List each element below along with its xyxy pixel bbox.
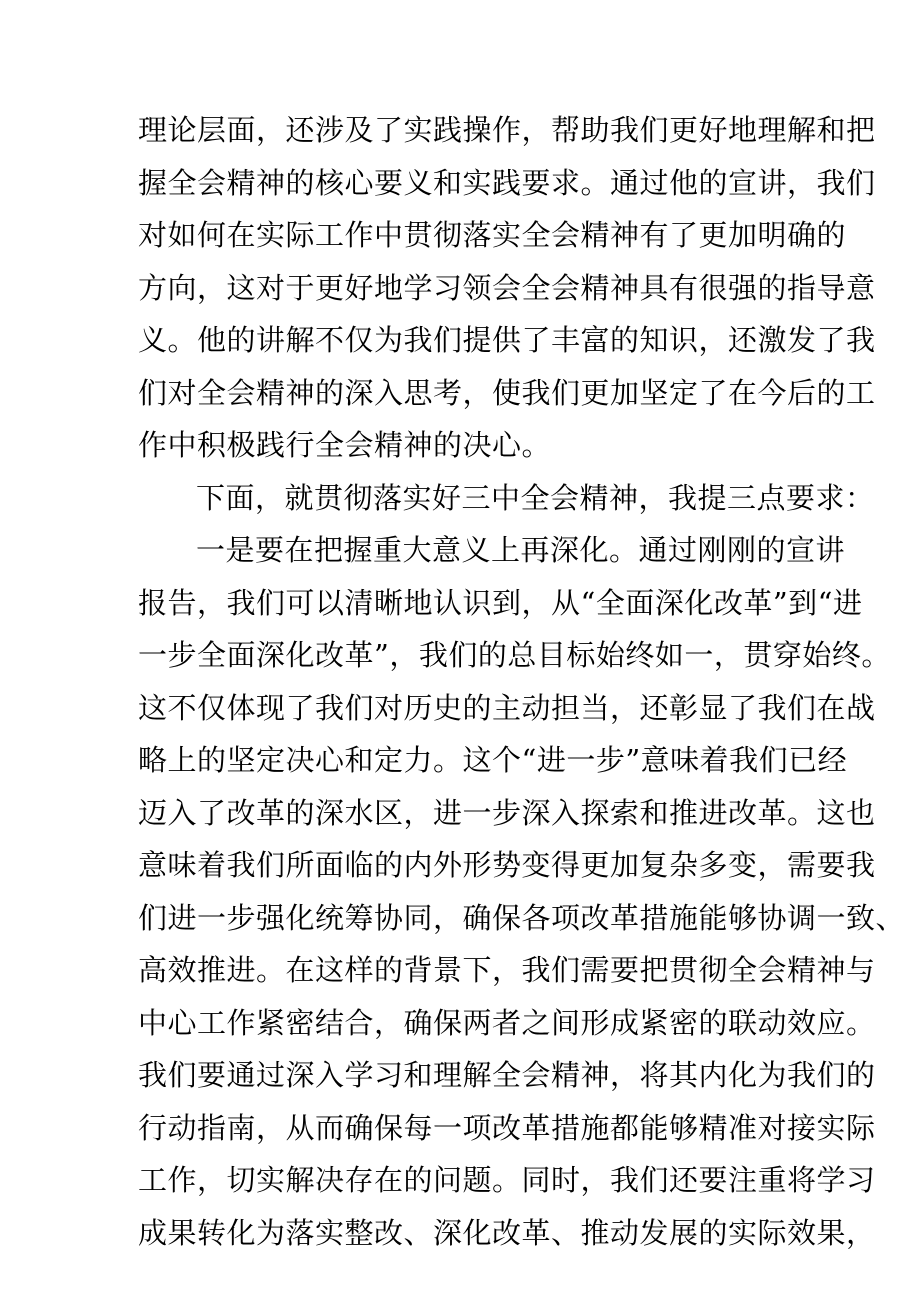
paragraph-line: 我们要通过深入学习和理解全会精神，将其内化为我们的 [138,1058,876,1092]
paragraph-line: 一步全面深化改革”，我们的总目标始终如一，贯穿始终。 [138,638,891,672]
paragraph-line: 理论层面，还涉及了实践操作，帮助我们更好地理解和把 [138,113,876,147]
paragraph-line: 这不仅体现了我们对历史的主动担当，还彰显了我们在战 [138,690,876,725]
paragraph-line: 迈入了改革的深水区，进一步深入探索和推进改革。这也 [138,795,876,830]
paragraph-line: 成果转化为落实整改、深化改革、推动发展的实际效果， [138,1215,876,1250]
paragraph-line: 行动指南，从而确保每一项改革措施都能够精准对接实际 [138,1110,876,1145]
paragraph-line: 报告，我们可以清晰地认识到，从“全面深化改革”到“进 [138,585,863,620]
paragraph-line: 意味着我们所面临的内外形势变得更加复杂多变，需要我 [138,848,876,882]
paragraph-line: 方向，这对于更好地学习领会全会精神具有很强的指导意 [138,270,876,305]
paragraph-line-indented: 下面，就贯彻落实好三中全会精神，我提三点要求： [196,480,875,515]
paragraph-line: 略上的坚定决心和定力。这个“进一步”意味着我们已经 [138,743,848,777]
paragraph-line: 工作，切实解决存在的问题。同时，我们还要注重将学习 [138,1163,876,1197]
paragraph-line: 对如何在实际工作中贯彻落实全会精神有了更加明确的 [138,218,847,252]
paragraph-line: 握全会精神的核心要义和实践要求。通过他的宣讲，我们 [138,165,876,200]
paragraph-line-indented: 一是要在把握重大意义上再深化。通过刚刚的宣讲 [196,533,846,567]
document-body [138,104,906,1259]
paragraph-line: 们进一步强化统筹协同，确保各项改革措施能够协调一致、 [138,900,906,935]
paragraph-line: 高效推进。在这样的背景下，我们需要把贯彻全会精神与 [138,953,876,987]
paragraph-line: 作中积极践行全会精神的决心。 [138,428,552,462]
paragraph-line: 们对全会精神的深入思考，使我们更加坚定了在今后的工 [138,375,876,410]
paragraph-line: 中心工作紧密结合，确保两者之间形成紧密的联动效应。 [138,1005,876,1040]
paragraph-line: 义。他的讲解不仅为我们提供了丰富的知识，还激发了我 [138,323,876,357]
